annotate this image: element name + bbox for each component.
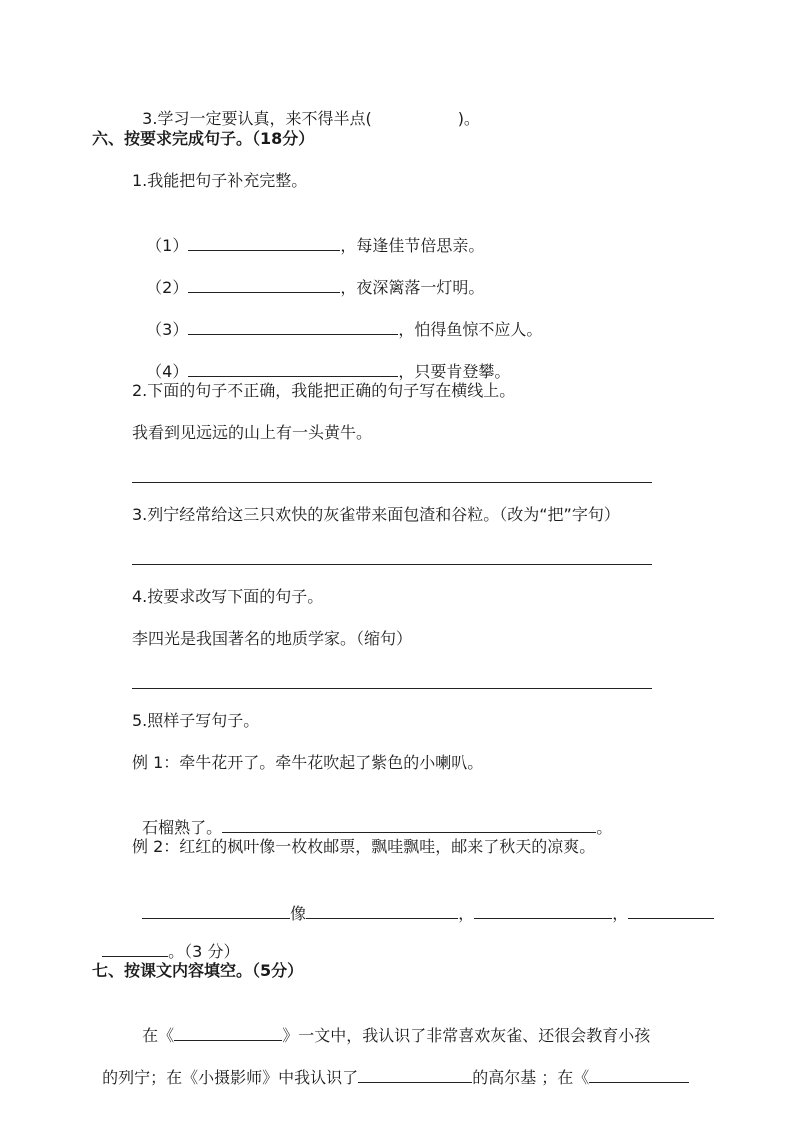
question-3-line bbox=[132, 86, 480, 130]
item-number: （3） bbox=[146, 320, 189, 339]
answer-blank[interactable] bbox=[188, 360, 398, 377]
item-tail: ，夜深篱落一灯明。 bbox=[340, 278, 485, 297]
item-tail: ，每逢佳节倍思亲。 bbox=[340, 236, 485, 255]
s7-l2-a: 的列宁；在《小摄影师》中我认识了 bbox=[102, 1068, 359, 1087]
ex1-start: 石榴熟了。 bbox=[142, 818, 223, 837]
answer-blank[interactable] bbox=[589, 1066, 689, 1083]
answer-blank[interactable] bbox=[358, 1066, 472, 1083]
ex2-comma-1: ， bbox=[458, 904, 475, 923]
answer-blank[interactable] bbox=[188, 234, 340, 251]
answer-blank[interactable] bbox=[188, 276, 340, 293]
answer-blank[interactable] bbox=[222, 816, 596, 833]
s7-l1-b: 》一文中，我认识了非常喜欢灰雀、还很会教育小孩 bbox=[282, 1026, 651, 1045]
ex2-tail: 。（3 分） bbox=[168, 942, 240, 961]
answer-blank[interactable] bbox=[306, 902, 458, 919]
s7-line-2 bbox=[92, 1044, 689, 1089]
s6-q1-item-2 bbox=[136, 254, 484, 299]
s6-q5-ex2-answer-continue bbox=[92, 918, 239, 963]
s6-q5-example-1: 例 1：牵牛花开了。牵牛花吹起了紫色的小喇叭。 bbox=[132, 753, 484, 772]
s7-l1-a: 在《 bbox=[142, 1026, 175, 1045]
item-number: （4） bbox=[146, 362, 189, 381]
item-number: （2） bbox=[146, 278, 189, 297]
answer-blank[interactable] bbox=[174, 1024, 282, 1041]
s7-line-1 bbox=[132, 1002, 650, 1047]
answer-blank[interactable] bbox=[102, 940, 168, 957]
s6-q5-prompt: 5.照样子写句子。 bbox=[132, 711, 260, 730]
ex2-comma-2: ， bbox=[612, 904, 629, 923]
s6-q5-example-2: 例 2：红红的枫叶像一枚枚邮票，飘哇飘哇，邮来了秋天的凉爽。 bbox=[132, 837, 596, 856]
item-tail: ，怕得鱼惊不应人。 bbox=[398, 320, 543, 339]
question-3-suffix: )。 bbox=[457, 109, 480, 128]
item-tail: ，只要肯登攀。 bbox=[398, 362, 511, 381]
answer-blank[interactable] bbox=[628, 902, 714, 919]
s7-l2-b: 的高尔基 ；在《 bbox=[472, 1068, 590, 1087]
item-number: （1） bbox=[146, 236, 189, 255]
section-7-title: 七、按课文内容填空。（5分） bbox=[92, 961, 304, 980]
answer-blank[interactable] bbox=[142, 902, 290, 919]
s6-q4-sentence: 李四光是我国著名的地质学家。（缩句） bbox=[132, 629, 413, 648]
s6-q2-sentence: 我看到见远远的山上有一头黄牛。 bbox=[132, 423, 373, 442]
s6-q1-item-4 bbox=[136, 338, 510, 383]
s6-q1-item-3 bbox=[136, 296, 542, 341]
s6-q4-prompt: 4.按要求改写下面的句子。 bbox=[132, 587, 324, 606]
answer-line-q3[interactable] bbox=[132, 564, 652, 565]
s6-q5-ex1-answer-line bbox=[132, 794, 612, 839]
question-3-text: 3.学习一定要认真，来不得半点( bbox=[142, 109, 372, 128]
answer-blank[interactable] bbox=[474, 902, 612, 919]
ex2-xiang: 像 bbox=[290, 904, 307, 923]
s6-q1-prompt: 1.我能把句子补充完整。 bbox=[132, 171, 308, 190]
s6-q2-prompt: 2.下面的句子不正确，我能把正确的句子写在横线上。 bbox=[132, 381, 516, 400]
s6-q1-item-1 bbox=[136, 212, 484, 257]
section-6-title: 六、按要求完成句子。（18分） bbox=[92, 129, 315, 148]
answer-blank[interactable] bbox=[188, 318, 398, 335]
ex1-end: 。 bbox=[596, 818, 613, 837]
answer-line-q4[interactable] bbox=[132, 688, 652, 689]
s6-q3-prompt: 3.列宁经常给这三只欢快的灰雀带来面包渣和谷粒。（改为“把”字句） bbox=[132, 505, 620, 524]
answer-line-q2[interactable] bbox=[132, 482, 652, 483]
